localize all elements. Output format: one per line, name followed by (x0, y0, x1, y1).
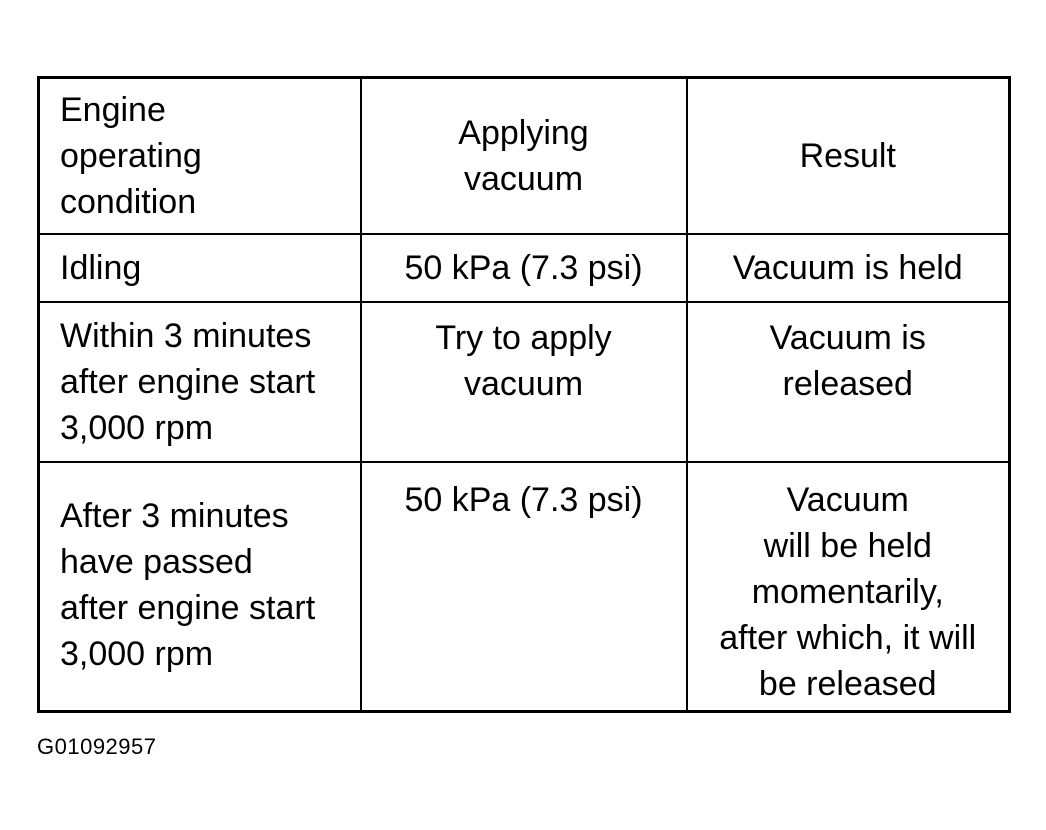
table-row (39, 302, 1010, 462)
header-result: Result (687, 78, 1010, 234)
cell-condition: Within 3 minutes after engine start 3,000 rpm (39, 302, 361, 462)
cell-result: Vacuum is released (687, 302, 1010, 462)
cell-result: Vacuum is held (687, 234, 1010, 302)
cell-vacuum: Try to apply vacuum (361, 302, 687, 462)
vacuum-test-table (37, 76, 1011, 713)
cell-vacuum: 50 kPa (7.3 psi) (361, 462, 687, 712)
figure-code: G01092957 (37, 734, 157, 759)
table-header-row (39, 78, 1010, 234)
table-row (39, 234, 1010, 302)
cell-vacuum: 50 kPa (7.3 psi) (361, 234, 687, 302)
header-engine-condition: Engine operating condition (39, 78, 361, 234)
header-applying-vacuum: Applying vacuum (361, 78, 687, 234)
cell-condition: After 3 minutes have passed after engine start 3,000 rpm (39, 462, 361, 712)
cell-result: Vacuum will be held momentarily, after which, it will be released (687, 462, 1010, 712)
cell-condition: Idling (39, 234, 361, 302)
table-row (39, 462, 1010, 712)
